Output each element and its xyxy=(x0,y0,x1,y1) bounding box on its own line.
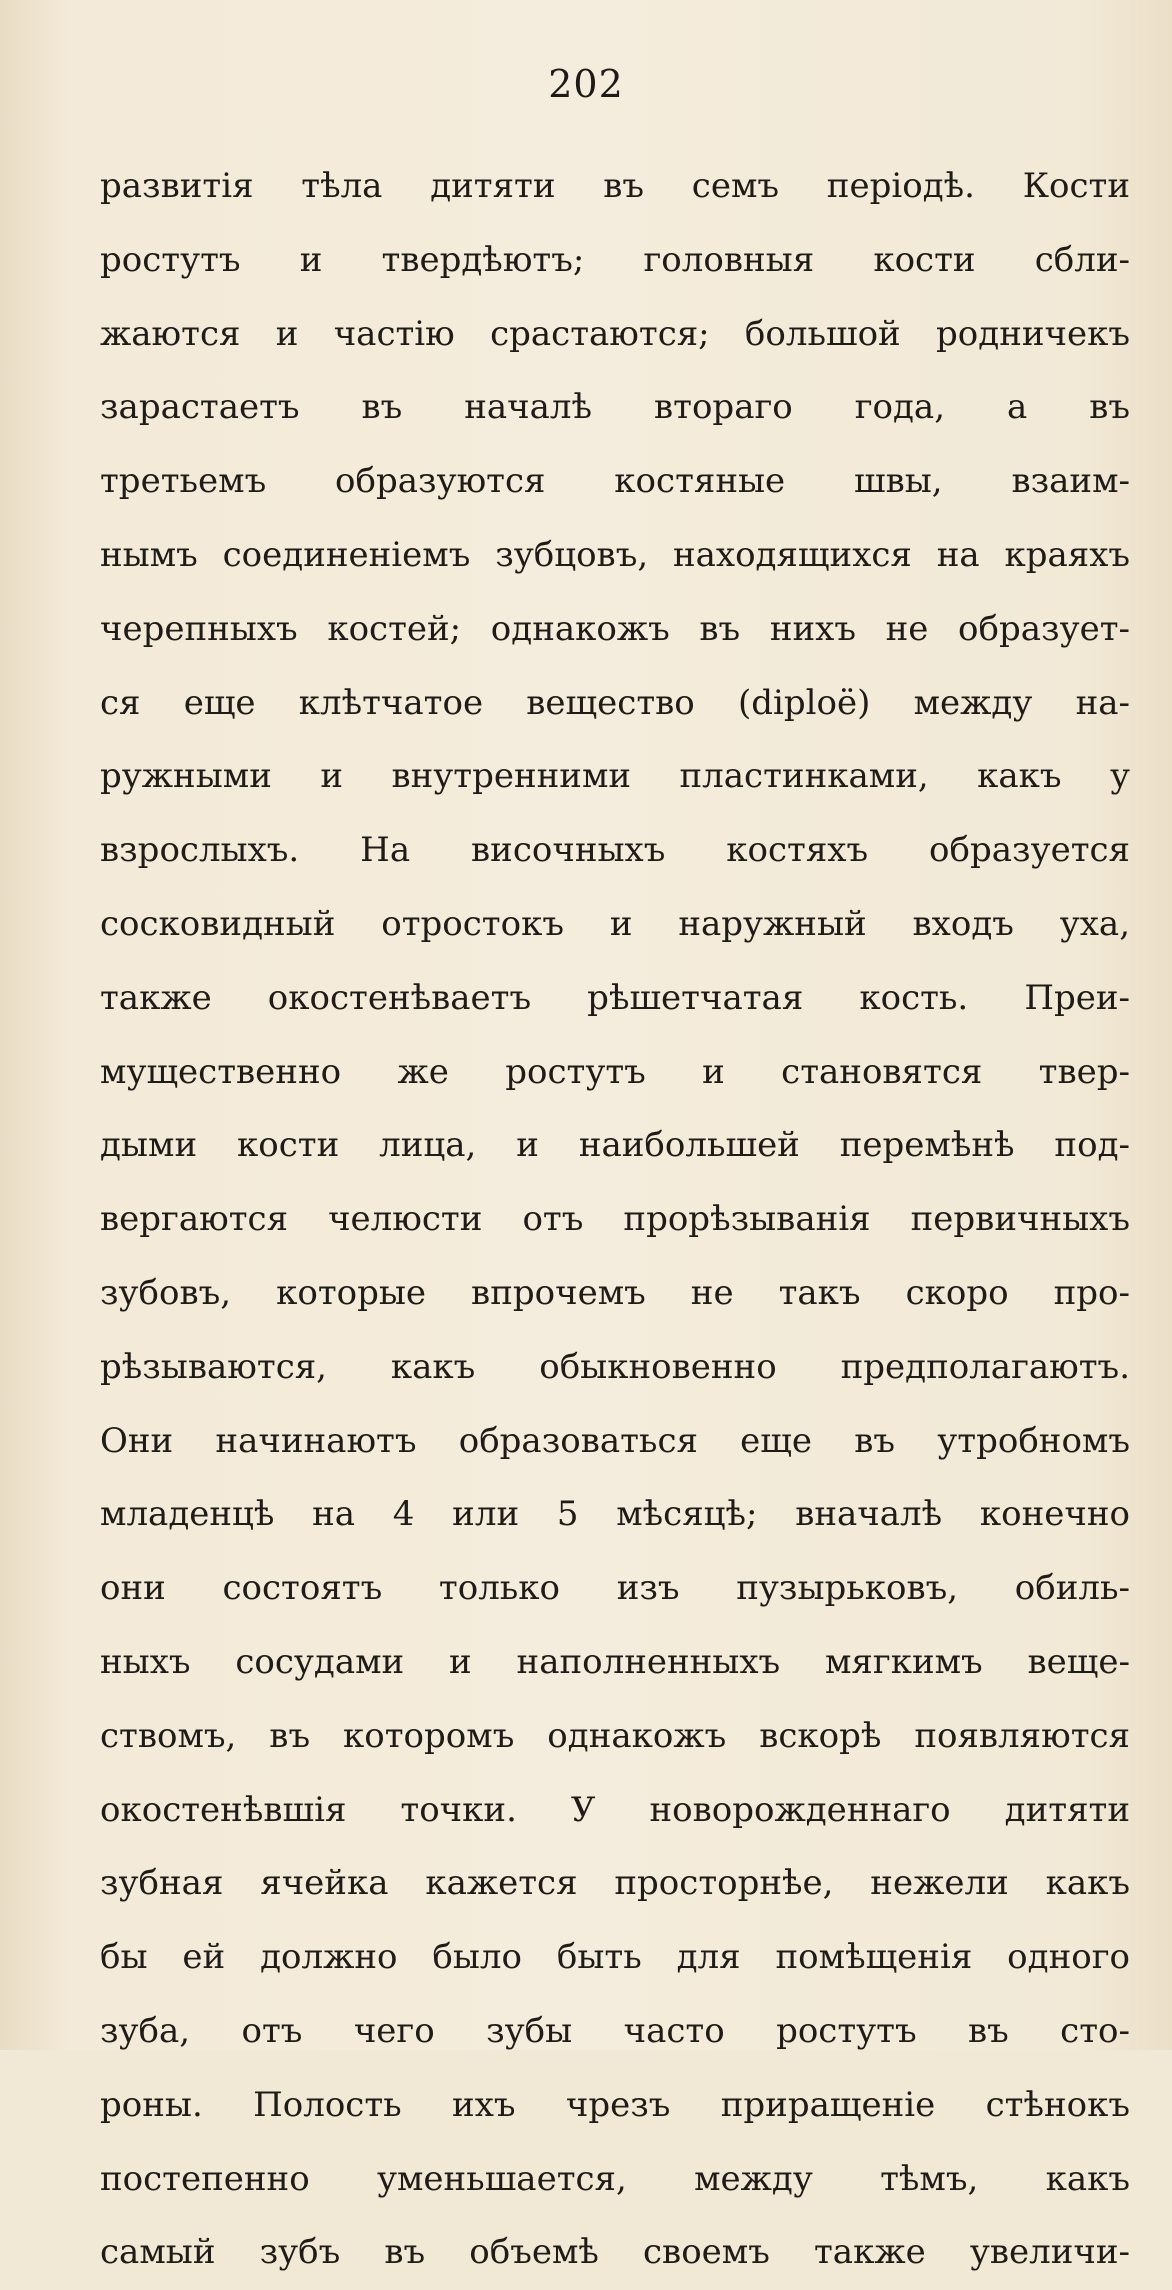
text-line: развитія тѣла дитяти въ семъ періодѣ. Кости xyxy=(100,166,1130,206)
text-line: зарастаетъ въ началѣ втораго года, а въ xyxy=(100,387,1130,428)
text-line: черепныхъ костей; однакожъ въ нихъ не образует- xyxy=(100,608,1130,649)
text-line: зубная ячейка кажется просторнѣе, нежели какъ xyxy=(100,1863,1130,1904)
text-line: самый зубъ въ объемѣ своемъ также увеличи- xyxy=(100,2232,1130,2273)
text-line: сосковидный отростокъ и наружный входъ уха, xyxy=(100,903,1130,944)
text-line: рѣзываются, какъ обыкновенно предполагаютъ. xyxy=(100,1346,1130,1387)
text-line: окостенѣвшія точки. У новорожденнаго дитяти xyxy=(100,1789,1130,1830)
text-line: бы ей должно было быть для помѣщенія одного xyxy=(100,1937,1130,1978)
text-line: роны. Полость ихъ чрезъ приращеніе стѣнокъ xyxy=(100,2084,1130,2125)
text-line: ростутъ и твердѣютъ; головныя кости сбли- xyxy=(100,239,1130,280)
text-line: зубовъ, которые впрочемъ не такъ скоро про- xyxy=(100,1272,1130,1313)
text-line: ружными и внутренними пластинками, какъ у xyxy=(100,756,1130,797)
text-line: постепенно уменьшается, между тѣмъ, какъ xyxy=(100,2158,1130,2199)
text-line: ся еще клѣтчатое вещество (diploë) между на- xyxy=(100,682,1130,723)
text-line: младенцѣ на 4 или 5 мѣсяцѣ; вначалѣ конечно xyxy=(100,1494,1130,1535)
text-line: жаются и частію срастаются; большой родничекъ xyxy=(100,313,1130,354)
text-line: ныхъ сосудами и наполненныхъ мягкимъ веще- xyxy=(100,1641,1130,1682)
text-line: ствомъ, въ которомъ однакожъ вскорѣ появляются xyxy=(100,1715,1130,1756)
text-line: зуба, отъ чего зубы часто ростутъ въ сто- xyxy=(100,2010,1130,2051)
page-number: 202 xyxy=(548,62,624,106)
body-text xyxy=(100,150,1130,2290)
text-line: вергаются челюсти отъ прорѣзыванія первичныхъ xyxy=(100,1199,1130,1240)
text-line: мущественно же ростутъ и становятся твер- xyxy=(100,1051,1130,1092)
text-line: они состоятъ только изъ пузырьковъ, обиль- xyxy=(100,1568,1130,1609)
text-line: дыми кости лица, и наибольшей перемѣнѣ под- xyxy=(100,1125,1130,1166)
text-line: Они начинаютъ образоваться еще въ утробномъ xyxy=(100,1420,1130,1461)
text-line: третьемъ образуются костяные швы, взаим- xyxy=(100,461,1130,502)
text-line: нымъ соединеніемъ зубцовъ, находящихся на краяхъ xyxy=(100,534,1130,575)
text-line: взрослыхъ. На височныхъ костяхъ образуется xyxy=(100,830,1130,871)
text-line: также окостенѣваетъ рѣшетчатая кость. Преи- xyxy=(100,977,1130,1018)
